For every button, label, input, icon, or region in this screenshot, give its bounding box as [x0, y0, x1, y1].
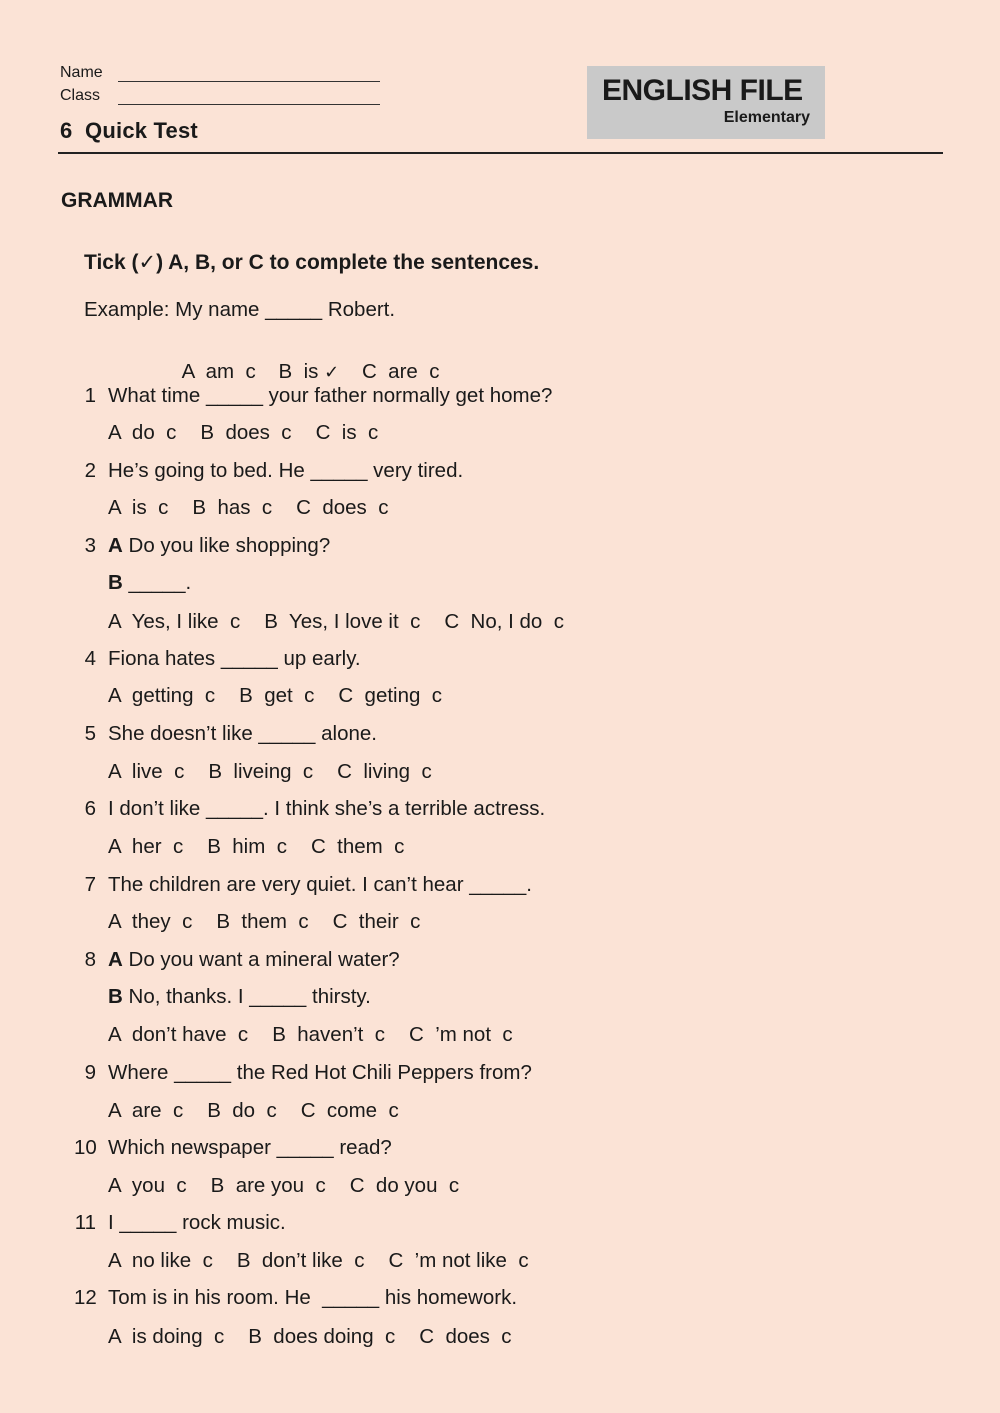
option-c[interactable]: C living c: [337, 760, 432, 783]
question-text: Where _____ the Red Hot Chili Peppers from?: [108, 1061, 532, 1084]
option-b[interactable]: B don’t like c: [236, 1249, 365, 1272]
option-b[interactable]: B him c: [207, 835, 287, 858]
option-a[interactable]: A is doing c: [108, 1325, 225, 1348]
name-label: Name: [60, 64, 103, 81]
question-text: The children are very quiet. I can’t hear _____.: [108, 873, 532, 896]
option-c[interactable]: C their c: [332, 910, 421, 933]
class-label: Class: [60, 87, 101, 104]
english-file-logo: [587, 66, 825, 139]
option-c[interactable]: C is c: [315, 421, 379, 444]
option-c[interactable]: C come c: [300, 1099, 399, 1122]
question-text: What time _____ your father normally get home?: [108, 384, 553, 407]
section-title: GRAMMAR: [61, 189, 173, 212]
option-a[interactable]: A don’t have c: [108, 1023, 249, 1046]
option-b[interactable]: B are you c: [210, 1174, 326, 1197]
option-a[interactable]: A her c: [108, 835, 184, 858]
question-text: I don’t like _____. I think she’s a terrible actress.: [108, 797, 546, 820]
example-option-b: B is: [278, 360, 319, 383]
class-row: [60, 87, 380, 105]
question-number: 10: [74, 1136, 97, 1159]
option-a[interactable]: A live c: [108, 760, 185, 783]
instruction: Tick (✓) A, B, or C to complete the sentences.: [84, 251, 540, 274]
question-text: Tom is in his room. He _____ his homework.: [108, 1286, 518, 1309]
question-number: 5: [84, 722, 96, 745]
option-c[interactable]: C geting c: [338, 684, 443, 707]
example-option-a: A am c: [181, 360, 256, 383]
question-text: He’s going to bed. He _____ very tired.: [108, 459, 464, 482]
question-number: 6: [84, 797, 96, 820]
test-title: 6 Quick Test: [60, 118, 198, 143]
example-option-c: C are c: [361, 360, 440, 383]
option-b[interactable]: B liveing c: [208, 760, 314, 783]
name-row: [60, 64, 380, 82]
question-number: 12: [74, 1286, 97, 1309]
option-b[interactable]: B get c: [239, 684, 315, 707]
question-text: Do you like shopping?: [128, 534, 331, 557]
reply-text: No, thanks. I _____ thirsty.: [128, 985, 371, 1008]
option-a[interactable]: A you c: [108, 1174, 187, 1197]
option-c[interactable]: C does c: [296, 496, 389, 519]
question-text: Fiona hates _____ up early.: [108, 647, 361, 670]
option-a[interactable]: A no like c: [108, 1249, 213, 1272]
option-b[interactable]: B does c: [200, 421, 292, 444]
option-b[interactable]: B them c: [216, 910, 309, 933]
option-a[interactable]: A getting c: [108, 684, 216, 707]
option-c[interactable]: C ’m not like c: [388, 1249, 529, 1272]
option-c[interactable]: C ’m not c: [409, 1023, 513, 1046]
question-number: 8: [84, 948, 96, 971]
reply-text: _____.: [128, 571, 192, 594]
option-c[interactable]: C No, I do c: [444, 610, 564, 633]
question-number: 9: [84, 1061, 96, 1084]
question-text: Do you want a mineral water?: [128, 948, 400, 971]
option-a[interactable]: A are c: [108, 1099, 184, 1122]
question-number: 1: [84, 384, 96, 407]
question-number: 11: [74, 1211, 96, 1234]
example-sentence: Example: My name _____ Robert.: [84, 298, 396, 321]
class-blank[interactable]: [118, 92, 380, 105]
question-number: 7: [84, 873, 96, 896]
option-b[interactable]: B Yes, I love it c: [264, 610, 421, 633]
option-c[interactable]: C do you c: [349, 1174, 460, 1197]
option-a[interactable]: A is c: [108, 496, 169, 519]
option-c[interactable]: C does c: [419, 1325, 512, 1348]
question-number: 2: [84, 459, 96, 482]
tick-icon: ✓: [324, 362, 340, 382]
speaker-b: B: [108, 985, 123, 1008]
question-text: I _____ rock music.: [108, 1211, 286, 1234]
question-text: Which newspaper _____ read?: [108, 1136, 392, 1159]
logo-title: ENGLISH FILE: [602, 74, 803, 107]
header-divider: [58, 152, 943, 154]
option-b[interactable]: B has c: [192, 496, 273, 519]
option-c[interactable]: C them c: [310, 835, 405, 858]
name-blank[interactable]: [118, 69, 380, 82]
option-a[interactable]: A they c: [108, 910, 193, 933]
option-b[interactable]: B does doing c: [248, 1325, 396, 1348]
option-b[interactable]: B haven’t c: [272, 1023, 385, 1046]
speaker-a: A: [108, 948, 123, 971]
option-b[interactable]: B do c: [207, 1099, 277, 1122]
question-text: She doesn’t like _____ alone.: [108, 722, 377, 745]
question-number: 3: [84, 534, 96, 557]
question-number: 4: [84, 647, 96, 670]
speaker-b: B: [108, 571, 123, 594]
option-a[interactable]: A do c: [108, 421, 177, 444]
speaker-a: A: [108, 534, 123, 557]
option-a[interactable]: A Yes, I like c: [108, 610, 241, 633]
logo-subtitle: Elementary: [723, 109, 810, 126]
